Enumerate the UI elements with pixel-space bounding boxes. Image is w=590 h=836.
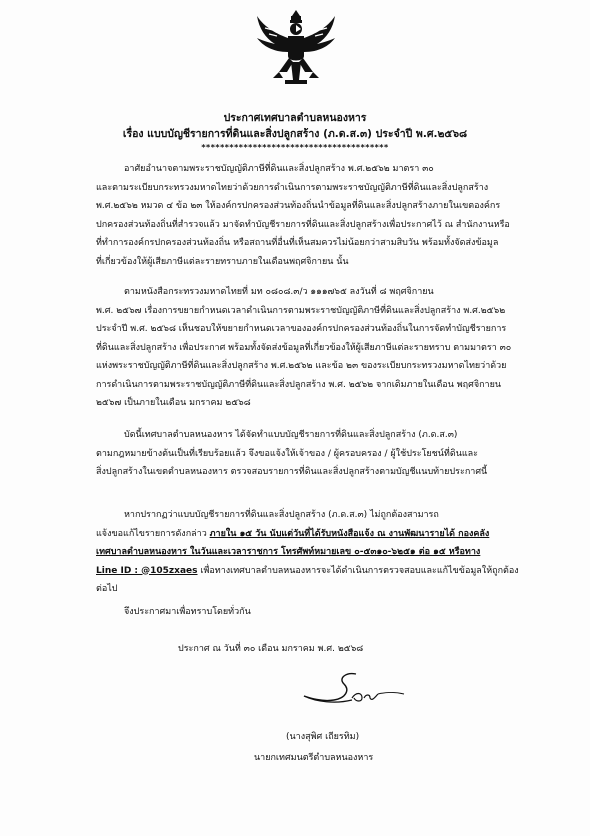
title-divider: **************************************** — [201, 143, 389, 152]
signature-icon — [286, 668, 406, 712]
text-line: และตามระเบียบกระทรวงมหาดไทยว่าด้วยการดำเนินการตามพระราชบัญญัติภาษีที่ดินและสิ่งปลูกสร้าง — [96, 182, 489, 193]
paragraph-2 — [96, 283, 566, 413]
closing-statement: จึงประกาศมาเพื่อทราบโดยทั่วกัน — [124, 607, 251, 617]
garuda-emblem-icon — [255, 8, 337, 86]
text-segment: แจ้งขอแก้ไขรายการดังกล่าว — [96, 528, 210, 539]
text-line: ตามกฎหมายข้างต้นเป็นที่เรียบร้อยแล้ว จึงขอแจ้งให้เจ้าของ / ผู้ครอบครอง / ผู้ใช้ประโยชน์ที่ดินและ — [96, 448, 479, 459]
text-line: บัดนี้เทศบาลตำบลหนองหาร ได้จัดทำแบบบัญชีรายการที่ดินและสิ่งปลูกสร้าง (ภ.ด.ส.๓) — [124, 430, 458, 440]
paragraph-4 — [96, 506, 566, 599]
text-line — [96, 562, 566, 581]
date-line: ประกาศ ณ วันที่ ๓๐ เดือน มกราคม พ.ศ. ๒๕๖๘ — [178, 644, 364, 654]
text-line: ที่ทำการองค์กรปกครองส่วนท้องถิ่น หรือสถานที่อื่นที่เห็นสมควรไม่น้อยกว่าสามสิบวัน พร้อมทั้งจัดส่งข้อมูล — [96, 238, 499, 248]
contact-phone-line: เทศบาลตำบลหนองหาร ในวันและเวลาราชการ โทรศัพท์หมายเลข ๐-๕๓๑๐-๖๒๕๑ ต่อ ๑๕ หรือทาง — [96, 547, 481, 557]
notice-title: ประกาศเทศบาลตำบลหนองหาร — [223, 112, 367, 124]
paragraph-1 — [96, 160, 566, 271]
text-line: ที่ดินและสิ่งปลูกสร้าง เพื่อประกาศ พร้อมทั้งจัดส่งข้อมูลที่เกี่ยวข้องให้ผู้เสียภาษีแต่ละรายทราบ ตามมาตรา ๓๐ — [96, 342, 512, 353]
text-line: ประจำปี พ.ศ. ๒๕๖๘ เห็นชอบให้ขยายกำหนดเวลาขององค์กรปกครองส่วนท้องถิ่นในการจัดทำบัญชีรายการ — [96, 324, 507, 334]
text-line: ต่อไป — [96, 584, 118, 594]
text-line: ๒๕๖๗ เป็นภายในเดือน มกราคม ๒๕๖๘ — [96, 398, 251, 408]
text-line: อาศัยอำนาจตามพระราชบัญญัติภาษีที่ดินและสิ่งปลูกสร้าง พ.ศ.๒๕๖๒ มาตรา ๓๐ — [124, 164, 434, 174]
notice-subject: เรื่อง แบบบัญชีรายการที่ดินและสิ่งปลูกสร้าง (ภ.ด.ส.๓) ประจำปี พ.ศ.๒๕๖๘ — [122, 128, 468, 140]
signer-position: นายกเทศมนตรีตำบลหนองหาร — [254, 753, 374, 763]
paragraph-3 — [96, 426, 566, 482]
signer-name: (นางสุพิศ เถียรทิม) — [286, 732, 360, 742]
text-line — [96, 525, 566, 544]
line-id: Line ID : @105zxaes — [96, 565, 198, 576]
text-line: การดำเนินการตามพระราชบัญญัติภาษีที่ดินและสิ่งปลูกสร้าง พ.ศ. ๒๕๖๒ จากเดิมภายในเดือน พฤศจิกายน — [96, 379, 502, 390]
text-line: แห่งพระราชบัญญัติภาษีที่ดินและสิ่งปลูกสร้าง พ.ศ.๒๕๖๒ และข้อ ๒๓ ของระเบียบกระทรวงมหาดไทยว่าด้วย — [96, 361, 507, 371]
text-line: ปกครองส่วนท้องถิ่นที่สำรวจแล้ว มาจัดทำบัญชีรายการที่ดินและสิ่งปลูกสร้างเพื่อประกาศไว้ ณ สำนักงานหรือ — [96, 219, 510, 230]
text-line: ตามหนังสือกระทรวงมหาดไทยที่ มท ๐๘๐๘.๓/ว ๑๑๑๗๖๕ ลงวันที่ ๘ พฤศจิกายน — [124, 287, 434, 297]
text-segment: เพื่อทางเทศบาลตำบลหนองหารจะได้ดำเนินการตรวจสอบและแก้ไขข้อมูลให้ถูกต้อง — [197, 565, 519, 576]
text-line: พ.ศ. ๒๕๖๗ เรื่องการขยายกำหนดเวลาดำเนินการตามพระราชบัญญัติภาษีที่ดินและสิ่งปลูกสร้าง พ.ศ.๒๕๖๒ — [96, 305, 506, 316]
text-line: หากปรากฏว่าแบบบัญชีรายการที่ดินและสิ่งปลูกสร้าง (ภ.ด.ส.๓) ไม่ถูกต้องสามารถ — [124, 510, 439, 520]
text-line: ที่เกี่ยวข้องให้ผู้เสียภาษีแต่ละรายทราบภายในเดือนพฤศจิกายน นั้น — [96, 256, 349, 267]
text-line: สิ่งปลูกสร้างในเขตตำบลหนองหาร ตรวจสอบรายการที่ดินและสิ่งปลูกสร้างตามบัญชีแนบท้ายประกาศนี้ — [96, 467, 488, 477]
text-line: พ.ศ.๒๕๖๒ หมวด ๔ ข้อ ๒๓ ให้องค์กรปกครองส่วนท้องถิ่นนำข้อมูลที่ดินและสิ่งปลูกสร้างภายในเขตองค์กร — [96, 201, 501, 211]
contact-deadline: ภายใน ๑๕ วัน นับแต่วันที่ได้รับหนังสือแจ้ง ณ งานพัฒนารายได้ กองคลัง — [209, 528, 490, 539]
